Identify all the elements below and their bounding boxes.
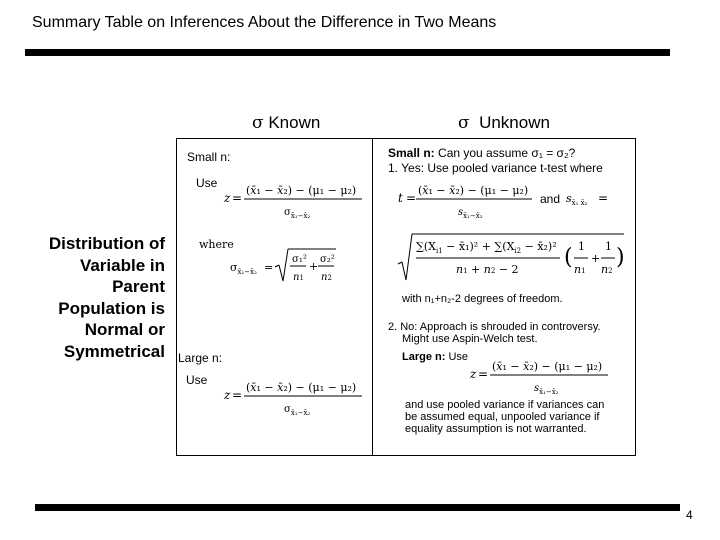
no-line-1: 2. No: Approach is shrouded in controversy. [388, 321, 601, 333]
yes-line: 1. Yes: Use pooled variance t-test where [388, 161, 603, 175]
s-equals [564, 188, 614, 208]
row-header-line: Normal or [84, 320, 165, 340]
svg-text:=: = [232, 388, 243, 402]
known-small-n-label: Small n: [187, 150, 231, 164]
svg-text:∑(Xi1 − x̄₁)² + ∑(Xi2 − x̄₂)²: $\sum(X_{i1}$ − x̄₁)² + $\sum(X_{i2}$ − x̄₂)² [416, 240, 557, 255]
header-unknown-label: Unknown [479, 113, 550, 132]
and-label: and [540, 192, 561, 206]
pooled-variance-formula [396, 228, 628, 284]
degrees-of-freedom: with n₁+n₂-2 degrees of freedom. [402, 293, 563, 305]
svg-text:+: + [309, 260, 319, 273]
row-header-line: Variable in [79, 255, 165, 275]
sigma-formula [228, 245, 338, 291]
svg-text:(x̄₁ − x̄₂) − (μ₁ − μ₂): (x̄₁ − x̄₂) − (μ₁ − μ₂) [492, 360, 603, 373]
t-formula [396, 178, 536, 224]
svg-text:): ) [616, 245, 625, 270]
svg-text:(x̄₁ − x̄₂) − (μ₁ − μ₂): (x̄₁ − x̄₂) − (μ₁ − μ₂) [246, 184, 357, 197]
note-line: be assumed equal, unpooled variance if [405, 411, 600, 423]
bottom-rule [35, 504, 680, 511]
z-formula-known-large [222, 375, 368, 421]
large-n-note [405, 399, 604, 435]
svg-text:(: ( [564, 245, 573, 270]
sigma-symbol: σ [252, 113, 264, 133]
svg-text:n2: n2 [601, 263, 613, 276]
row-header-line: Symmetrical [63, 341, 165, 361]
z-formula-known-small [222, 178, 368, 224]
svg-text:=: = [264, 261, 274, 274]
unknown-large-n-line [402, 351, 468, 363]
row-header-line: Distribution of [48, 234, 165, 253]
svg-text:σ₁²: σ₁² [292, 254, 307, 265]
page-title: Summary Table on Inferences About the Difference in Two Means [32, 14, 497, 31]
known-large-n-label: Large n: [178, 351, 223, 365]
svg-text:t: t [398, 191, 403, 205]
sigma-symbol: σ [458, 113, 470, 133]
svg-text:(x̄₁ − x̄₂) − (μ₁ − μ₂): (x̄₁ − x̄₂) − (μ₁ − μ₂) [246, 381, 357, 394]
note-line: and use pooled variance if variances can [405, 399, 605, 411]
svg-text:sx̄₁−x̄₂: $s_{x̄_1-x̄_2}$ [534, 383, 559, 396]
unknown-large-n-use: Use [448, 351, 469, 363]
no-branch [388, 321, 601, 345]
no-line-2: Might use Aspin-Welch test. [402, 333, 538, 345]
unknown-small-n-line [388, 146, 575, 160]
svg-text:=: = [598, 191, 609, 205]
svg-text:z: z [470, 367, 477, 381]
svg-text:=: = [406, 191, 417, 205]
z-formula-unknown-large [468, 355, 614, 399]
assume-equal-question: Can you assume σ₁ = σ₂? [438, 146, 576, 160]
svg-text:n1: n1 [293, 272, 304, 283]
page-number: 4 [686, 508, 693, 522]
row-header [15, 233, 165, 363]
svg-text:n1: n1 [574, 263, 586, 276]
row-header-line: Parent [112, 277, 165, 297]
svg-text:sx̄₁−x̄₂: $s_{x̄_1-x̄_2}$ [458, 207, 483, 220]
svg-text:=: = [478, 367, 489, 381]
svg-text:z: z [224, 388, 231, 402]
column-divider [372, 138, 373, 456]
svg-text:z: z [224, 191, 231, 205]
svg-text:=: = [232, 191, 243, 205]
svg-text:σx̄₁−x̄₂: $\sigma_{x̄_1-x̄_2}$ [284, 404, 311, 417]
header-sigma-unknown [458, 113, 550, 133]
unknown-small-n-label: Small n: [388, 146, 435, 160]
header-known-label: Known [268, 113, 321, 132]
svg-text:σx̄₁−x̄₂: $\sigma_{x̄_1-x̄_2}$ [230, 261, 257, 276]
note-line: equality assumption is not warranted. [405, 423, 587, 435]
known-use-label: Use [196, 176, 218, 190]
svg-text:(x̄₁ − x̄₂) − (μ₁ − μ₂): (x̄₁ − x̄₂) − (μ₁ − μ₂) [418, 184, 529, 197]
svg-text:+: + [591, 252, 601, 265]
known-where-label: where [199, 238, 234, 251]
svg-text:1: 1 [578, 240, 585, 253]
row-header-line: Population is [58, 298, 165, 318]
unknown-large-n-label: Large n: [402, 351, 446, 363]
top-rule [25, 49, 670, 56]
svg-text:n2: n2 [321, 272, 332, 283]
svg-text:σ₂²: σ₂² [320, 254, 335, 265]
header-sigma-known [252, 113, 320, 133]
svg-text:sx̄₁ x̄₂: $s_{x̄_1 x̄_2}$ [566, 192, 588, 207]
svg-text:n1 + n2 − 2: n1 + n2 − 2 [456, 263, 519, 276]
known-use-label-2: Use [186, 373, 208, 387]
svg-text:σx̄₁−x̄₂: $\sigma_{x̄_1-x̄_2}$ [284, 207, 311, 220]
svg-text:1: 1 [605, 240, 612, 253]
